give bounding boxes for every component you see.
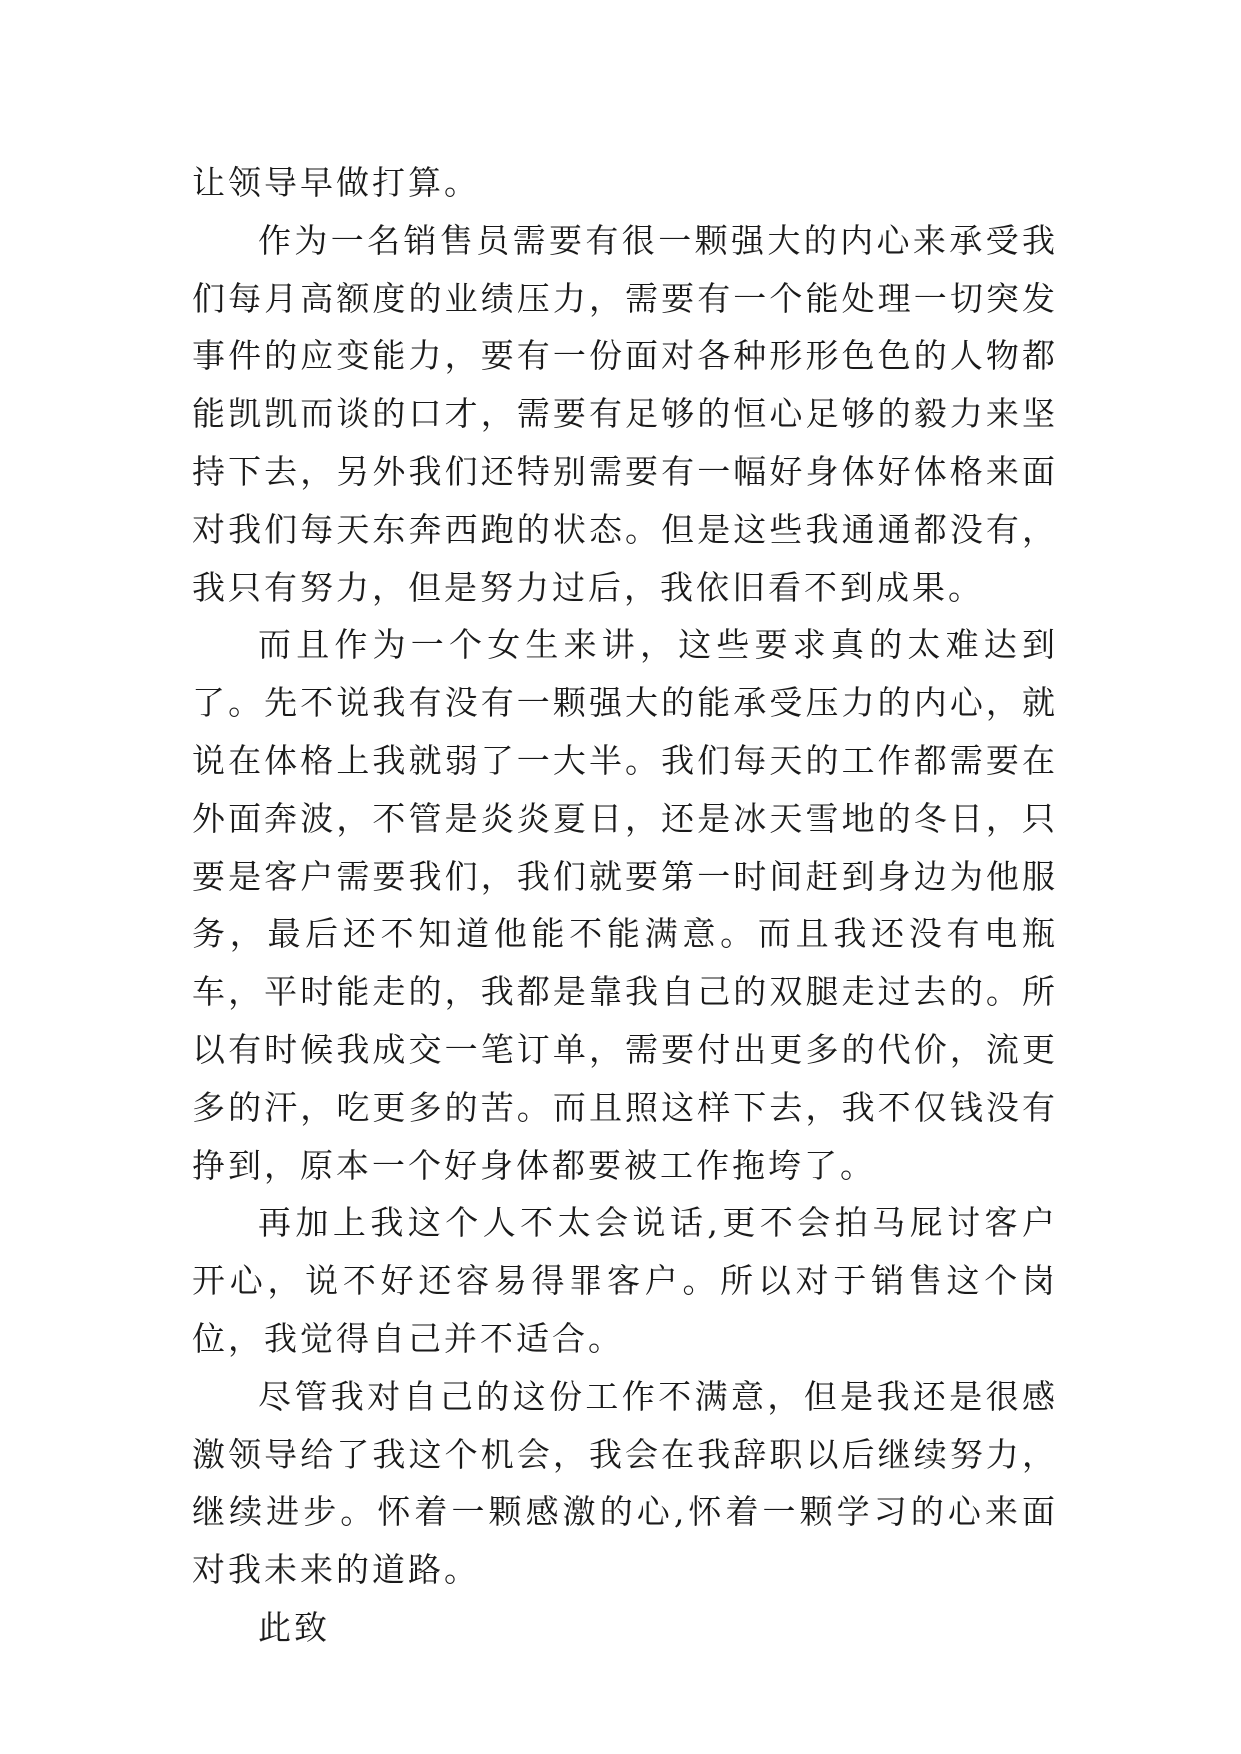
paragraph-not-suitable: 再加上我这个人不太会说话,更不会拍马屁讨客户开心，说不好还容易得罪客户。所以对于销售这个岗位，我觉得自己并不适合。 xyxy=(192,1203,1058,1358)
paragraph-sales-requirements: 作为一名销售员需要有很一颗强大的内心来承受我们每月高额度的业绩压力，需要有一个能处理一切突发事件的应变能力，要有一份面对各种形形色色的人物都能凯凯而谈的口才，需要有足够的恒心足够的毅力来坚持下去，另外我们还特别需要有一幅好身体好体格来面对我们每天东奔西跑的状态。但是这些我通通都没有，我只有努力，但是努力过后，我依旧看不到成果。 xyxy=(192,220,1058,607)
paragraph-salutation: 此致 xyxy=(258,1607,330,1647)
paragraph-closing-request: 让领导早做打算。 xyxy=(192,163,480,202)
letter-body xyxy=(192,154,1058,1657)
paragraph-physical-hardship: 而且作为一个女生来讲，这些要求真的太难达到了。先不说我有没有一颗强大的能承受压力的内心，就说在体格上我就弱了一大半。我们每天的工作都需要在外面奔波，不管是炎炎夏日，还是冰天雪地的冬日，只要是客户需要我们，我们就要第一时间赶到身边为他服务，最后还不知道他能不能满意。而且我还没有电瓶车，平时能走的，我都是靠我自己的双腿走过去的。所以有时候我成交一笔订单，需要付出更多的代价，流更多的汗，吃更多的苦。而且照这样下去，我不仅钱没有挣到，原本一个好身体都要被工作拖垮了。 xyxy=(192,625,1058,1185)
paragraph-gratitude: 尽管我对自己的这份工作不满意，但是我还是很感激领导给了我这个机会，我会在我辞职以后继续努力，继续进步。怀着一颗感激的心,怀着一颗学习的心来面对我未来的道路。 xyxy=(192,1376,1058,1590)
